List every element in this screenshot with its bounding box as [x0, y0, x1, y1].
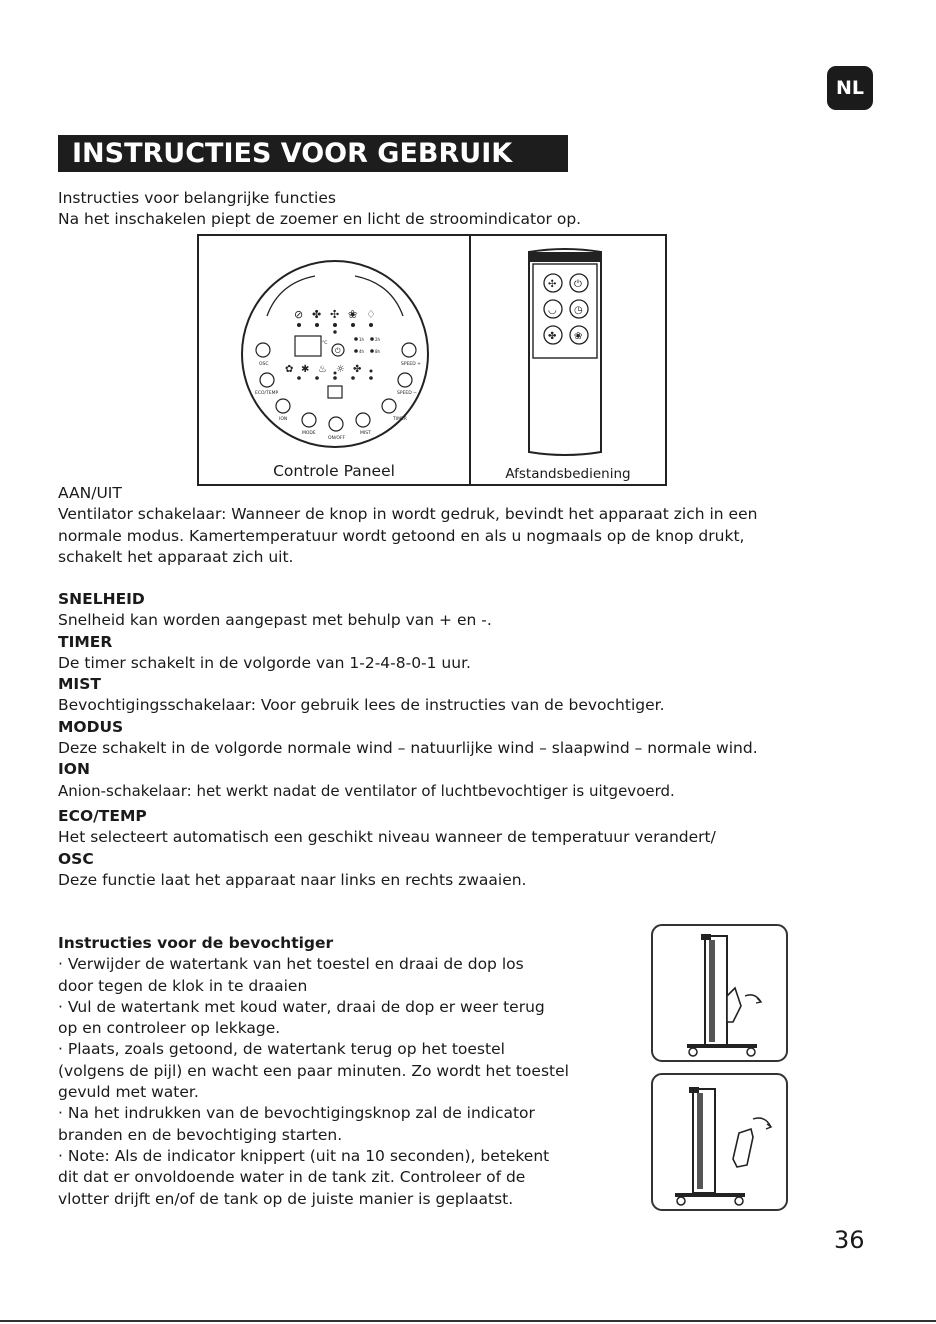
remote-control-illustration [525, 246, 605, 458]
svg-text:♢: ♢ [366, 308, 376, 321]
svg-text:✿: ✿ [285, 364, 294, 375]
eco-temp-label: ECO/TEMP [255, 391, 279, 396]
humidifier-line: vlotter drijft en/of de tank op de juiste manier is geplaatst. [58, 1189, 514, 1208]
timer-8h-label: 8h [375, 349, 381, 354]
page-number: 36 [834, 1226, 865, 1254]
remote-caption: Afstandsbediening [505, 466, 631, 482]
svg-text:◡: ◡ [548, 305, 557, 316]
intro-line-1: Instructies voor belangrijke functies [58, 189, 336, 207]
humidifier-line: op en controleer op lekkage. [58, 1019, 281, 1038]
intro-line-2: Na het inschakelen piept de zoemer en licht de stroomindicator op. [58, 210, 582, 228]
page-heading: INSTRUCTIES VOOR GEBRUIK [58, 135, 568, 172]
svg-text:✤: ✤ [548, 331, 557, 342]
on-off-text-2: normale modus. Kamertemperatuur wordt getoond en als u nogmaals op de knop drukt, [58, 526, 745, 545]
humidifier-instructions [58, 933, 628, 1210]
ion-label: ION [279, 417, 288, 422]
ion-title: ION [58, 760, 90, 779]
timer-1h-label: 1h [359, 337, 365, 342]
eco-temp-text: Het selecteert automatisch een geschikt niveau wanneer de temperatuur verandert/ [58, 828, 716, 847]
svg-text:❀: ❀ [574, 331, 583, 342]
humidifier-line: · Note: Als de indicator knippert (uit na 10 seconden), betekent [58, 1146, 550, 1165]
svg-text:❀: ❀ [348, 308, 358, 321]
control-figure [197, 234, 667, 486]
mode-label: MODE [302, 431, 316, 436]
temp-unit-label: °C [322, 341, 328, 346]
speed-minus-label: SPEED − [397, 391, 417, 396]
mist-text: Bevochtigingsschakelaar: Voor gebruik lees de instructies van de bevochtiger. [58, 696, 665, 715]
humidifier-illustration-refill [651, 1073, 788, 1211]
humidifier-line: (volgens de pijl) en wacht een paar minuten. Zo wordt het toestel [58, 1061, 569, 1080]
humidifier-line: · Verwijder de watertank van het toestel en draai de dop los [58, 955, 524, 974]
speed-title: SNELHEID [58, 590, 145, 608]
eco-temp-title: ECO/TEMP [58, 806, 147, 825]
mist-label: MIST [360, 431, 371, 436]
on-off-text-3: schakelt het apparaat zich uit. [58, 547, 294, 566]
bottom-rule [0, 1320, 936, 1322]
tank-removed-drawing [653, 926, 786, 1060]
humidifier-illustration-remove [651, 924, 788, 1062]
speed-text: Snelheid kan worden aangepast met behulp van + en -. [58, 611, 492, 630]
svg-text:✣: ✣ [330, 308, 340, 321]
mode-text: Deze schakelt in de volgorde normale wind – natuurlijke wind – slaapwind – normale wind. [58, 739, 758, 758]
svg-text:⏻: ⏻ [335, 347, 341, 355]
figure-divider [469, 236, 471, 484]
humidifier-title: Instructies voor de bevochtiger [58, 934, 334, 952]
svg-text:♨: ♨ [318, 364, 327, 375]
humidifier-line: dit dat er onvoldoende water in de tank zit. Controleer of de [58, 1168, 526, 1187]
control-panel-illustration [239, 258, 431, 450]
osc-title: OSC [58, 849, 94, 868]
osc-text: Deze functie laat het apparaat naar links en rechts zwaaien. [58, 870, 527, 889]
on-off-text-1: Ventilator schakelaar: Wanneer de knop in wordt gedruk, bevindt het apparaat zich in een [58, 505, 758, 524]
speed-plus-label: SPEED + [401, 362, 421, 367]
tank-refill-drawing [653, 1075, 786, 1209]
humidifier-line: · Vul de watertank met koud water, draai de dop er weer terug [58, 997, 545, 1016]
svg-text:☼: ☼ [336, 364, 345, 375]
timer-label: TIMER [393, 417, 407, 422]
mode-title: MODUS [58, 717, 124, 736]
humidifier-line: branden en de bevochtiging starten. [58, 1125, 343, 1144]
svg-text:⊘: ⊘ [294, 308, 304, 321]
function-sections [58, 589, 758, 891]
humidifier-line: · Plaats, zoals getoond, de watertank terug op het toestel [58, 1040, 505, 1059]
ion-text: Anion-schakelaar: het werkt nadat de ventilator of luchtbevochtiger is uitgevoerd. [58, 781, 675, 800]
humidifier-line: door tegen de klok in te draaien [58, 976, 308, 995]
timer-4h-label: 4h [359, 349, 365, 354]
humidifier-line: · Na het indrukken van de bevochtigingsknop zal de indicator [58, 1104, 535, 1123]
humidifier-line: gevuld met water. [58, 1083, 199, 1102]
on-off-section [58, 483, 757, 568]
svg-text:◷: ◷ [574, 305, 583, 316]
svg-text:⏻: ⏻ [574, 279, 582, 290]
mist-title: MIST [58, 675, 101, 694]
on-off-label: ON/OFF [328, 436, 346, 441]
control-panel-caption: Controle Paneel [273, 462, 395, 480]
osc-label: OSC [259, 362, 269, 367]
timer-2h-label: 2h [375, 337, 381, 342]
timer-text: De timer schakelt in de volgorde van 1-2-4-8-0-1 uur. [58, 653, 471, 672]
svg-text:✱: ✱ [301, 364, 310, 375]
language-badge: NL [827, 66, 873, 110]
svg-text:✣: ✣ [548, 279, 557, 290]
on-off-title: AAN/UIT [58, 484, 122, 502]
timer-title: TIMER [58, 632, 113, 651]
svg-text:✤: ✤ [353, 364, 362, 375]
svg-text:✤: ✤ [312, 308, 322, 321]
intro-text [58, 188, 581, 230]
